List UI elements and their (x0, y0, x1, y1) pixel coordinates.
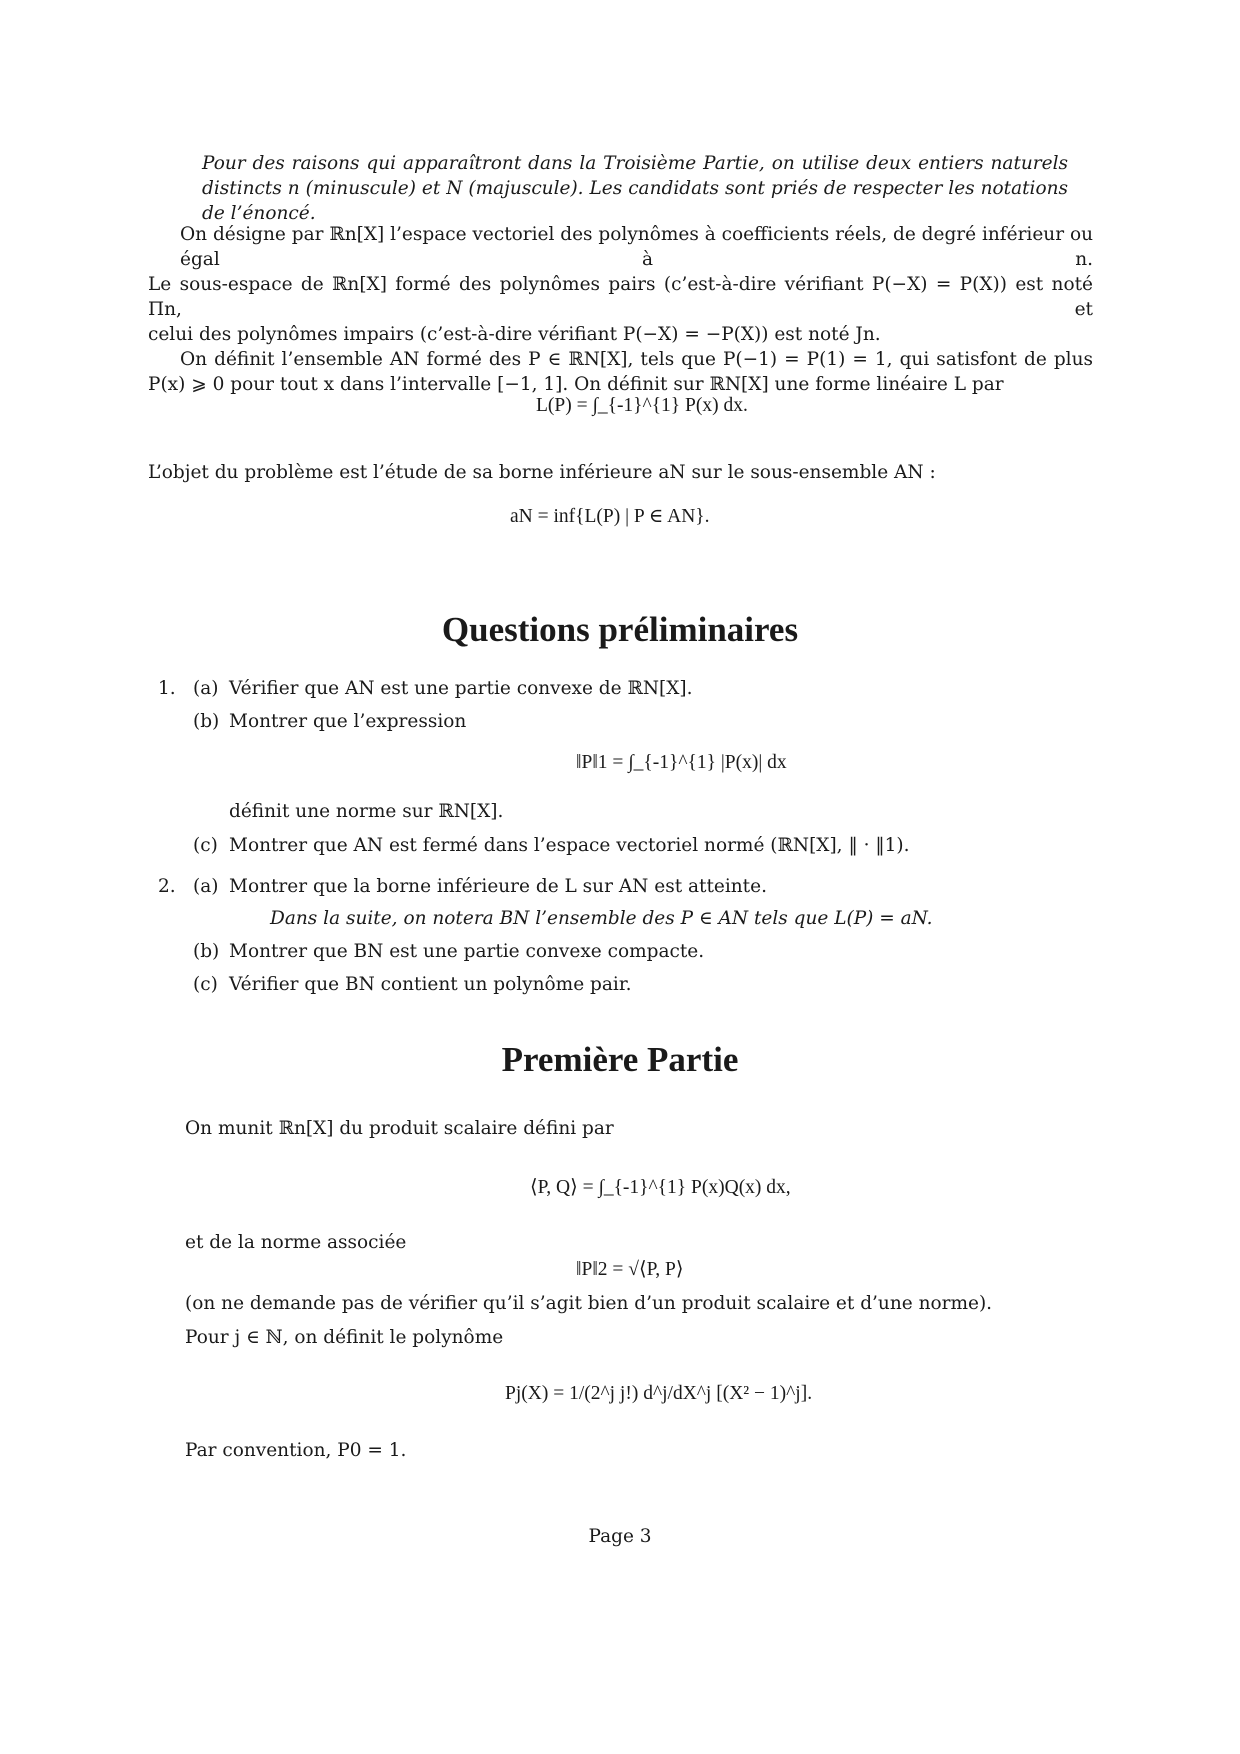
question-text: Montrer que BN est une partie convexe compacte. (229, 941, 705, 962)
question-number: 2. (158, 876, 176, 897)
question-label: (c) (193, 835, 218, 856)
question-text: Montrer que la borne inférieure de L sur AN est atteinte. (229, 876, 767, 897)
equation-linear-form: L(P) = ∫_{-1}^{1} P(x) dx. (536, 395, 748, 416)
question-number: 1. (158, 678, 176, 699)
intro-line: Pour des raisons qui apparaîtront dans la Troisième Partie, on utilise deux entiers naturels (202, 153, 1068, 174)
question-label: (b) (193, 711, 220, 732)
question-label: (a) (193, 678, 219, 699)
paragraph-text: Par convention, P0 = 1. (185, 1440, 407, 1461)
intro-note (202, 151, 1068, 226)
equation-infimum: aN = inf{L(P) | P ∈ AN}. (510, 506, 710, 527)
question-text: Vérifier que BN contient un polynôme pair. (229, 974, 632, 995)
question-label: (b) (193, 941, 220, 962)
page-number: Page 3 (588, 1526, 652, 1547)
section-title-premiere-partie: Première Partie (501, 1040, 739, 1079)
paragraph-text: et de la norme associée (185, 1232, 407, 1253)
question-text: Montrer que l’expression (229, 711, 467, 732)
question-label: (a) (193, 876, 219, 897)
question-text: Vérifier que AN est une partie convexe de ℝN[X]. (229, 678, 693, 699)
paragraph-objective: L’objet du problème est l’étude de sa borne inférieure aN sur le sous-ensemble AN : (148, 462, 936, 483)
question-text: Montrer que AN est fermé dans l’espace vectoriel normé (ℝN[X], ‖ · ‖1). (229, 835, 910, 856)
paragraph-definitions (148, 222, 1093, 397)
text-line: Le sous-espace de ℝn[X] formé des polynômes pairs (c’est-à-dire vérifiant P(−X) = P(X)) est noté Πn, et (148, 274, 1093, 320)
equation-scalar-product: ⟨P, Q⟩ = ∫_{-1}^{1} P(x)Q(x) dx, (530, 1177, 791, 1198)
paragraph-text: On munit ℝn[X] du produit scalaire défini par (185, 1118, 614, 1139)
text-line: On définit l’ensemble AN formé des P ∈ ℝN[X], tels que P(−1) = P(1) = 1, qui satisfont de plus (180, 349, 1093, 370)
text-line: P(x) ⩾ 0 pour tout x dans l’intervalle [−1, 1]. On définit sur ℝN[X] une forme linéaire L par (148, 374, 1004, 395)
intro-line: distincts n (minuscule) et N (majuscule). Les candidats sont priés de respecter les notations (202, 178, 1068, 199)
text-line: celui des polynômes impairs (c’est-à-dire vérifiant P(−X) = −P(X)) est noté Jn. (148, 324, 881, 345)
question-text: définit une norme sur ℝN[X]. (229, 801, 504, 822)
section-title-preliminaires: Questions préliminaires (441, 610, 799, 649)
intro-line: de l’énoncé. (202, 203, 316, 224)
paragraph-text: Pour j ∈ ℕ, on définit le polynôme (185, 1327, 504, 1348)
text-line: On désigne par ℝn[X] l’espace vectoriel des polynômes à coefficients réels, de degré inférieur ou égal à n. (180, 224, 1093, 270)
equation-norm-2: ‖P‖2 = √⟨P, P⟩ (576, 1259, 684, 1280)
question-label: (c) (193, 974, 218, 995)
equation-legendre: Pj(X) = 1/(2^j j!) d^j/dX^j [(X² − 1)^j]. (505, 1383, 813, 1404)
equation-norm-1: ‖P‖1 = ∫_{-1}^{1} |P(x)| dx (576, 752, 787, 773)
paragraph-text: (on ne demande pas de vérifier qu’il s’agit bien d’un produit scalaire et d’une norme). (185, 1293, 993, 1314)
question-note: Dans la suite, on notera BN l’ensemble des P ∈ AN tels que L(P) = aN. (270, 908, 933, 929)
